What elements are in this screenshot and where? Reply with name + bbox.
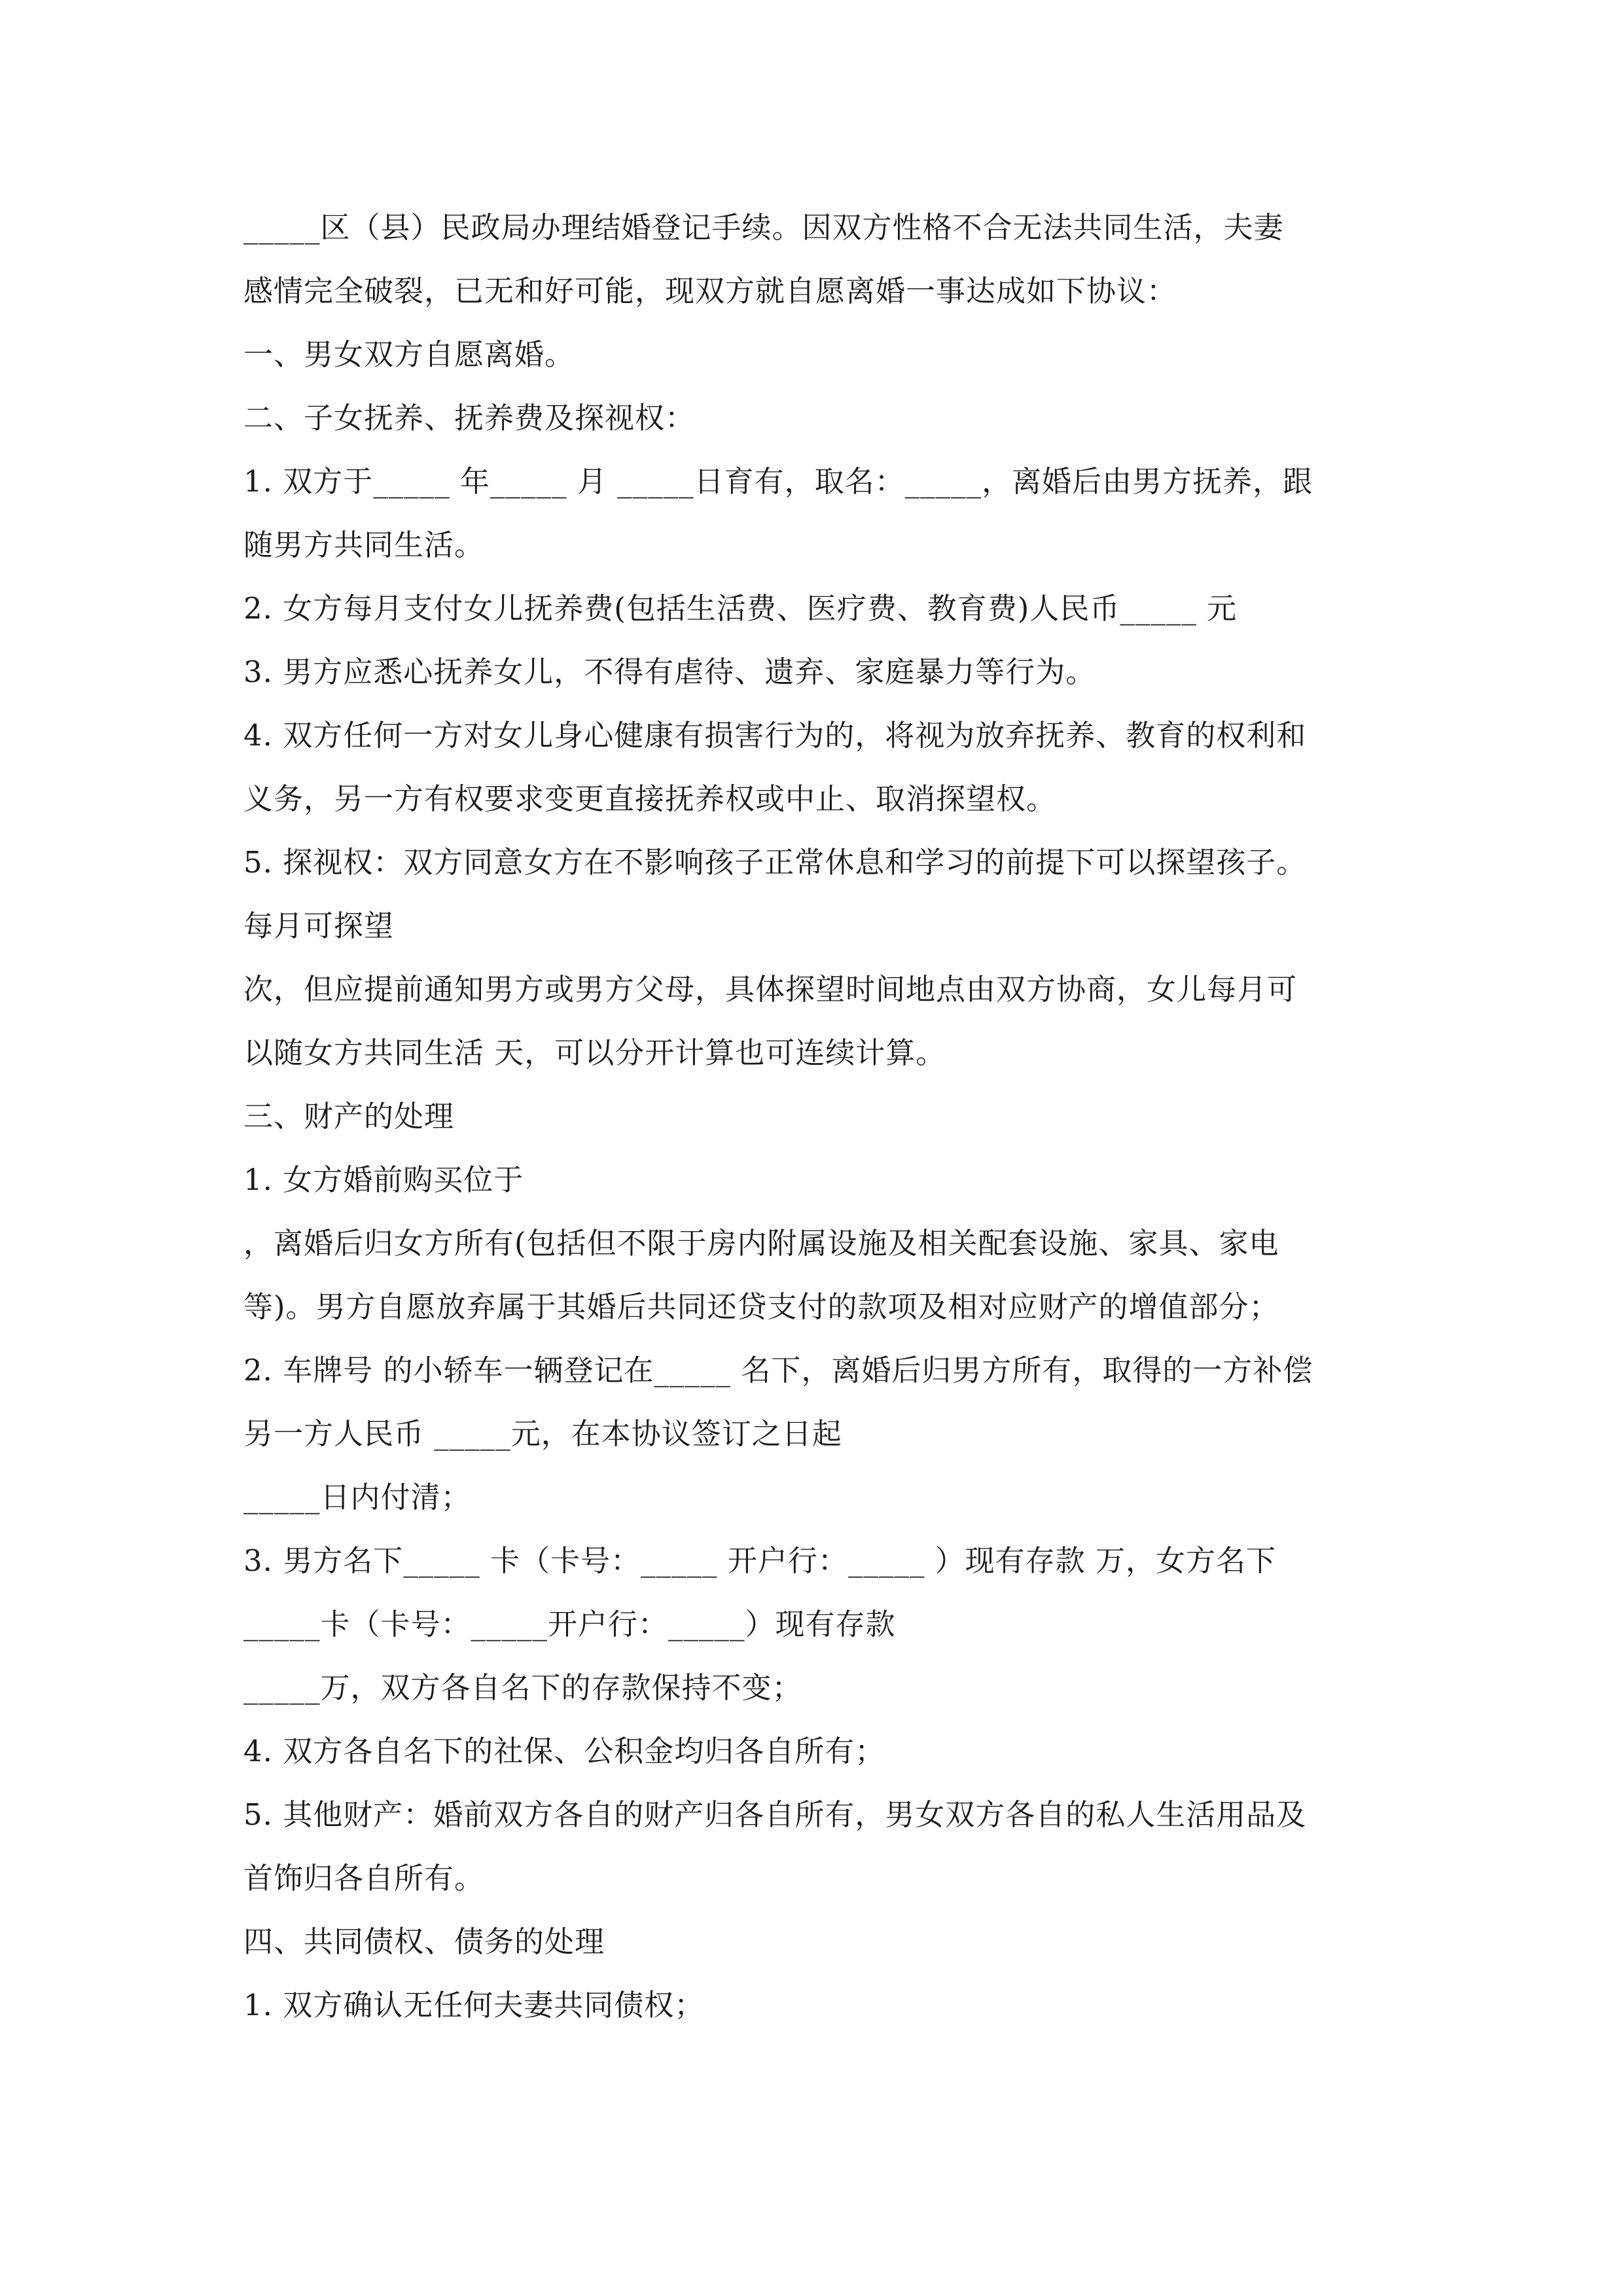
section-heading: 二、子女抚养、抚养费及探视权：	[243, 401, 696, 435]
text-line: 随男方共同生活。	[243, 528, 485, 562]
text-line: 另一方人民币 _____元，在本协议签订之日起	[243, 1416, 842, 1451]
text-line: 3. 男方应悉心抚养女儿，不得有虐待、遗弃、家庭暴力等行为。	[243, 655, 1096, 689]
section-heading: 四、共同债权、债务的处理	[243, 1924, 605, 1959]
text-line: 1. 双方于_____ 年_____ 月 _____日育有，取名：_____，离婚后由男方抚养，跟	[243, 464, 1313, 499]
text-line: 每月可探望	[243, 908, 395, 943]
text-line: 次，但应提前通知男方或男方父母，具体探望时间地点由双方协商，女儿每月可	[243, 972, 1298, 1007]
text-line: 4. 双方任何一方对女儿身心健康有损害行为的，将视为放弃抚养、教育的权利和	[243, 718, 1307, 753]
text-line: 1. 双方确认无任何夫妻共同债权；	[243, 1988, 705, 2022]
text-line: _____区（县）民政局办理结婚登记手续。因双方性格不合无法共同生活，夫妻	[243, 210, 1284, 245]
text-line: _____日内付清；	[243, 1480, 471, 1515]
text-line: 感情完全破裂，已无和好可能，现双方就自愿离婚一事达成如下协议：	[243, 274, 1177, 308]
text-line: _____卡（卡号：_____开户行：_____）现有存款	[243, 1607, 896, 1641]
text-line: 5. 探视权：双方同意女方在不影响孩子正常休息和学习的前提下可以探望孩子。	[243, 845, 1307, 880]
text-line: 以随女方共同生活 天，可以分开计算也可连续计算。	[243, 1035, 946, 1070]
text-line: 义务，另一方有权要求变更直接抚养权或中止、取消探望权。	[243, 781, 1057, 816]
text-line: 等)。男方自愿放弃属于其婚后共同还贷支付的款项及相对应财产的增值部分；	[243, 1289, 1279, 1324]
text-line: 首饰归各自所有。	[243, 1861, 485, 1895]
text-line: ，离婚后归女方所有(包括但不限于房内附属设施及相关配套设施、家具、家电	[243, 1226, 1279, 1261]
text-line: 5. 其他财产：婚前双方各自的财产归各自所有，男女双方各自的私人生活用品及	[243, 1797, 1307, 1832]
text-line: 2. 女方每月支付女儿抚养费(包括生活费、医疗费、教育费)人民币_____ 元	[243, 591, 1238, 626]
text-line: 2. 车牌号 的小轿车一辆登记在_____ 名下，离婚后归男方所有，取得的一方补偿	[243, 1353, 1313, 1388]
section-heading: 一、男女双方自愿离婚。	[243, 337, 575, 372]
text-line: 3. 男方名下_____ 卡（卡号：_____ 开户行：_____ ）现有存款 万，女方名下	[243, 1543, 1276, 1578]
text-line: 1. 女方婚前购买位于	[243, 1162, 524, 1197]
section-heading: 三、财产的处理	[243, 1099, 455, 1134]
text-line: 4. 双方各自名下的社保、公积金均归各自所有；	[243, 1734, 885, 1768]
text-line: _____万，双方各自名下的存款保持不变；	[243, 1670, 802, 1705]
